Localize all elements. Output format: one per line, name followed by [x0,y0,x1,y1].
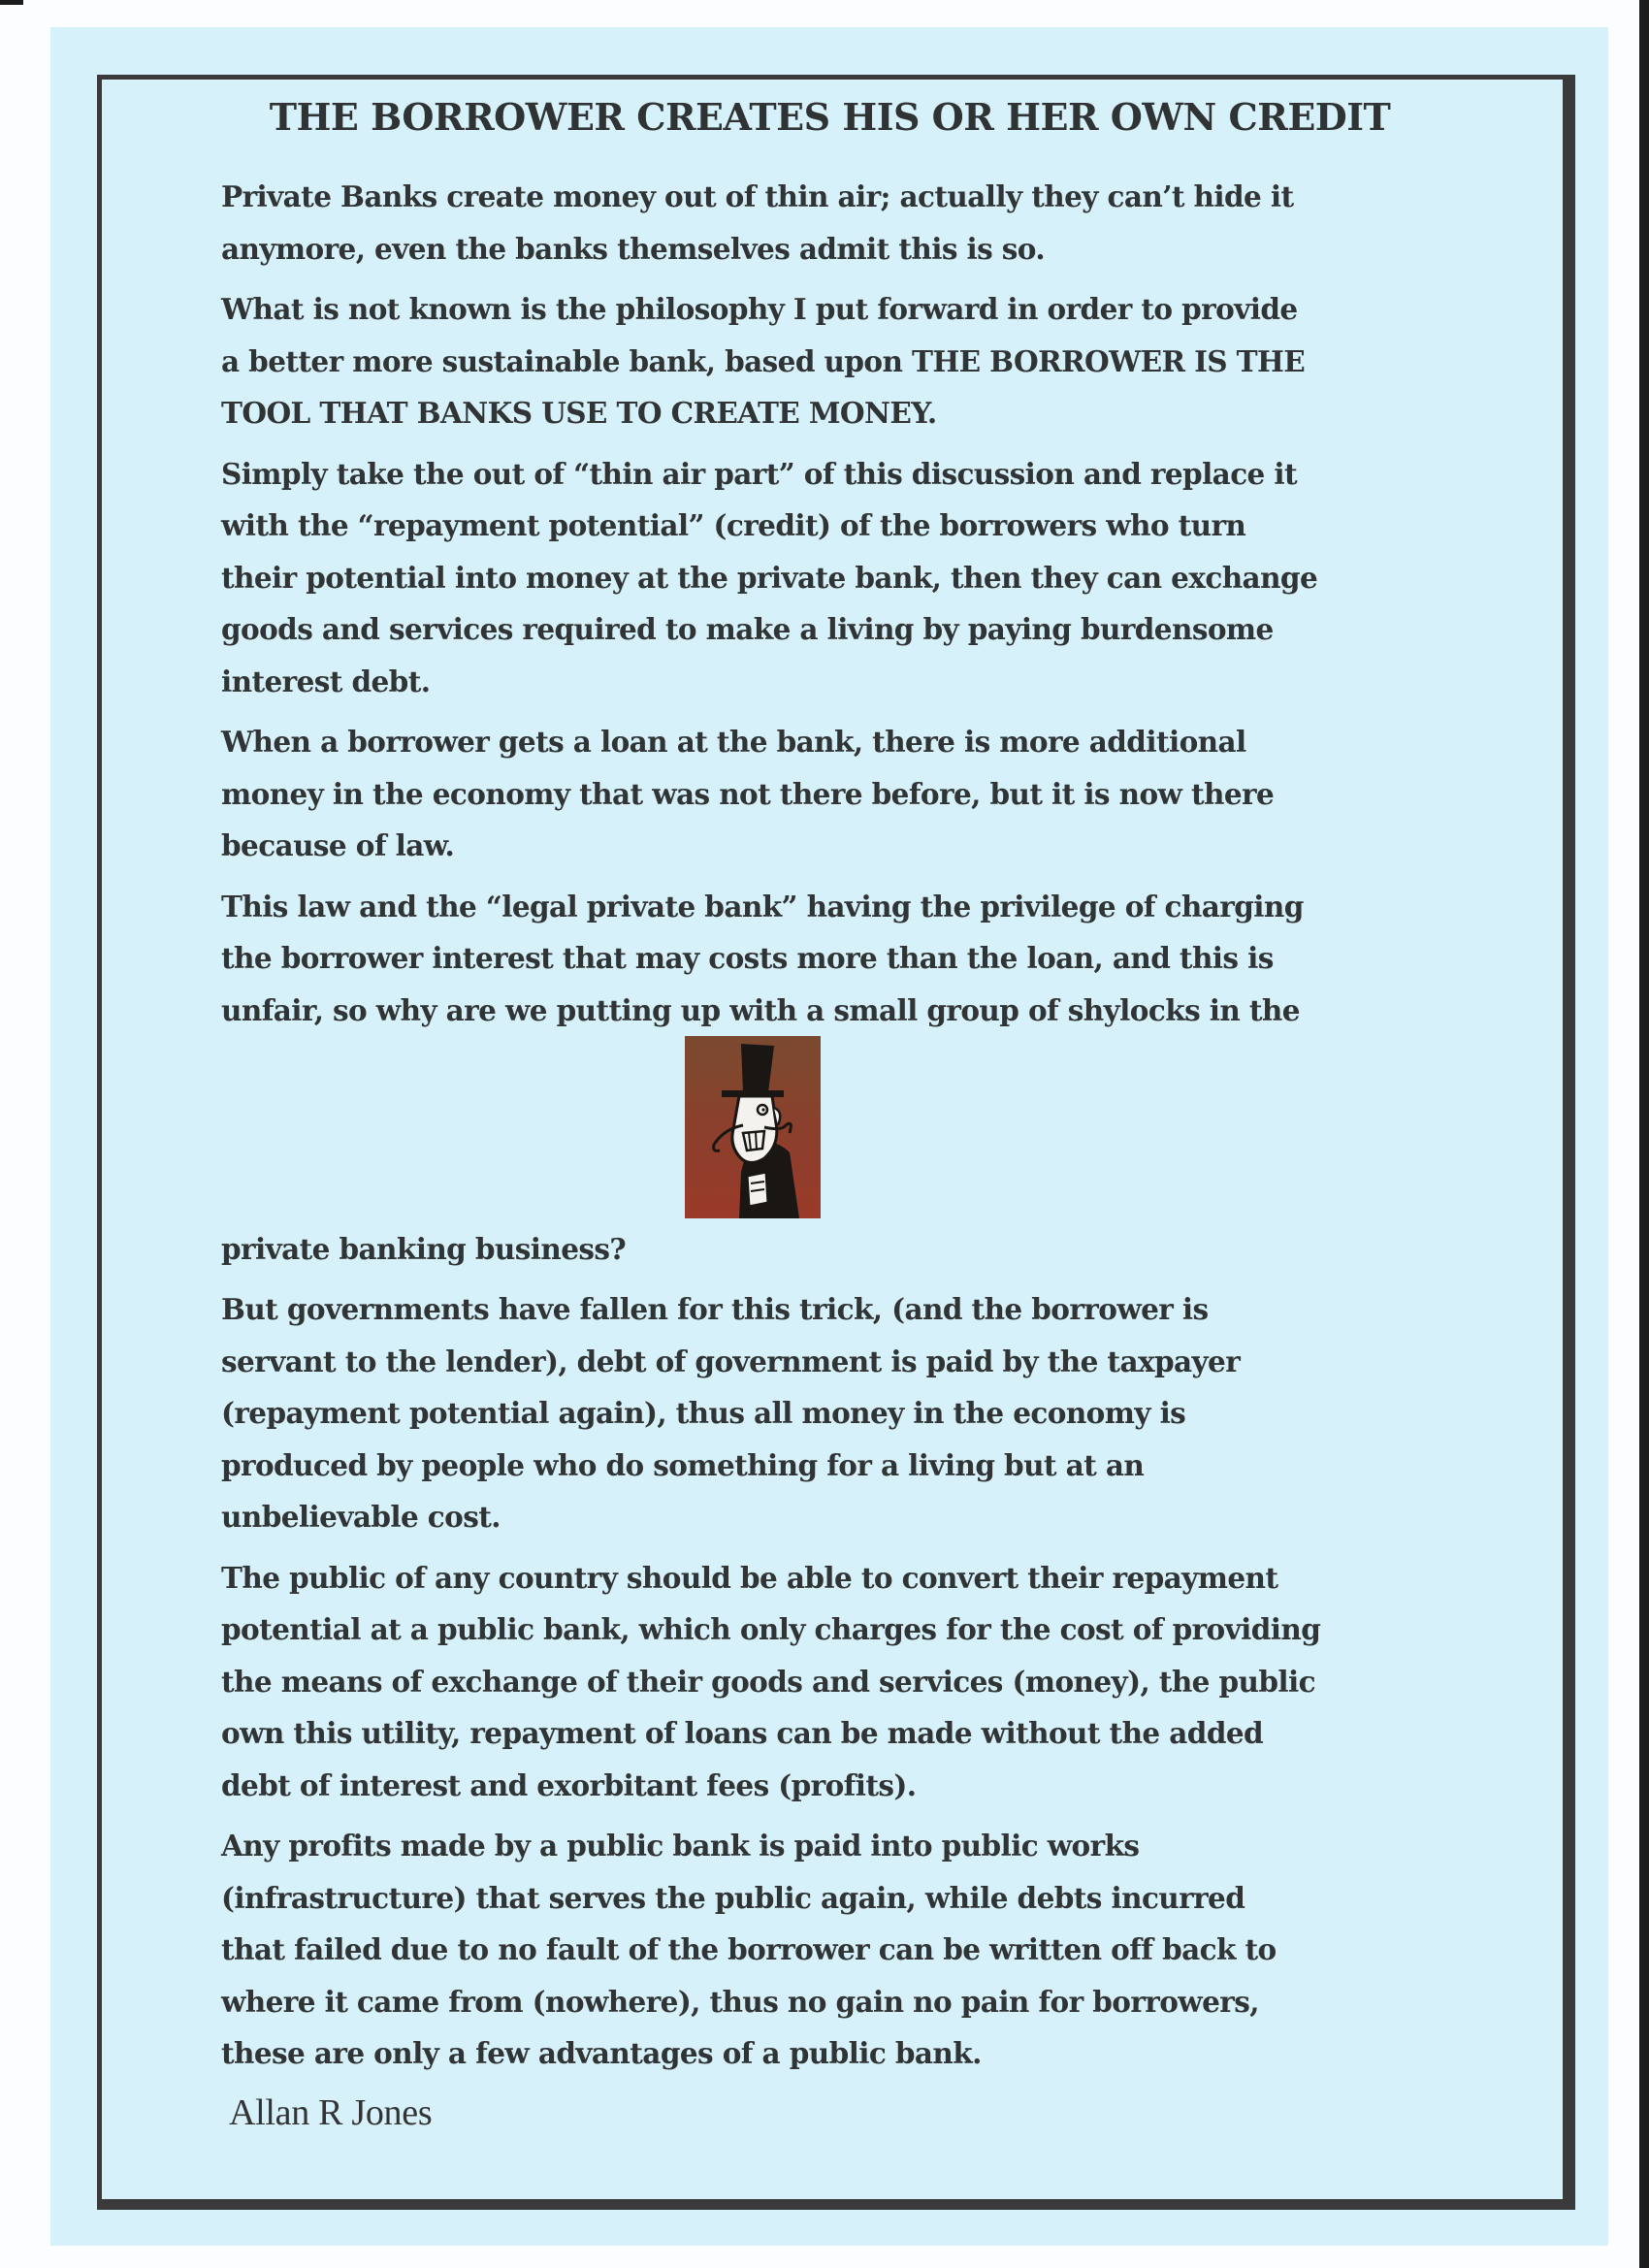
text-line: (repayment potential again), thus all money in the economy is [221,1396,1186,1430]
text-line: interest debt. [221,664,431,698]
text-line: unfair, so why are we putting up with a small group of shylocks in the [221,992,1300,1027]
author-signature: Allan R Jones [229,2092,433,2133]
text-line: a better more sustainable bank, based upon THE BORROWER IS THE [221,343,1306,378]
text-line: the means of exchange of their goods and services (money), the public [221,1664,1315,1699]
text-line: potential at a public bank, which only charges for the cost of providing [221,1612,1321,1646]
text-line: Any profits made by a public bank is paid into public works [221,1829,1140,1863]
text-line: these are only a few advantages of a public bank. [221,2036,982,2070]
paragraph-5-continuation [221,1036,1540,1275]
text-line: debt of interest and exorbitant fees (profits). [221,1767,917,1802]
text-line: Private Banks create money out of thin air; actually they can’t hide it [221,179,1294,213]
text-line: produced by people who do something for a living but at an [221,1447,1145,1482]
text-line: anymore, even the banks themselves admit this is so. [221,231,1046,266]
text-line: money in the economy that was not there before, but it is now there [221,776,1275,811]
text-line: goods and services required to make a living by paying burdensome [221,612,1274,646]
paragraph-1 [221,171,1540,275]
text-line: that failed due to no fault of the borrower can be written off back to [221,1932,1277,1966]
text-line: with the “repayment potential” (credit) of the borrowers who turn [221,508,1246,542]
document-title: THE BORROWER CREATES HIS OR HER OWN CREDIT [269,95,1391,139]
text-line: private banking business? [221,1231,627,1266]
text-line: because of law. [221,828,455,862]
text-line: unbelievable cost. [221,1500,501,1534]
text-line: This law and the “legal private bank” having the privilege of charging [221,889,1304,923]
top-hat-banker-icon [685,1036,821,1218]
text-line: But governments have fallen for this trick, (and the borrower is [221,1292,1209,1326]
document-body [221,171,1540,2089]
paragraph-2 [221,283,1540,439]
paragraph-8 [221,1820,1540,2080]
scan-edge-right [1639,0,1649,2268]
text-line: What is not known is the philosophy I put forward in order to provide [221,292,1298,326]
text-line: the borrower interest that may costs more than the loan, and this is [221,941,1274,975]
text-line: TOOL THAT BANKS USE TO CREATE MONEY. [221,396,937,430]
paragraph-6 [221,1283,1540,1543]
text-line: their potential into money at the private bank, then they can exchange [221,560,1318,595]
text-line: own this utility, repayment of loans can be made without the added [221,1716,1264,1750]
paragraph-4 [221,716,1540,872]
text-line: The public of any country should be able to convert their repayment [221,1560,1278,1595]
paragraph-7 [221,1552,1540,1812]
text-line: where it came from (nowhere), thus no gain no pain for borrowers, [221,1984,1259,2019]
text-line: servant to the lender), debt of government is paid by the taxpayer [221,1344,1241,1378]
scan-edge-top [0,0,23,5]
paragraph-3 [221,448,1540,708]
paragraph-5 [221,881,1540,1037]
text-line: When a borrower gets a loan at the bank, there is more additional [221,725,1246,759]
text-line: (infrastructure) that serves the public again, while debts incurred [221,1880,1245,1915]
banker-cartoon-image [685,1036,821,1218]
text-line: Simply take the out of “thin air part” of this discussion and replace it [221,456,1298,491]
